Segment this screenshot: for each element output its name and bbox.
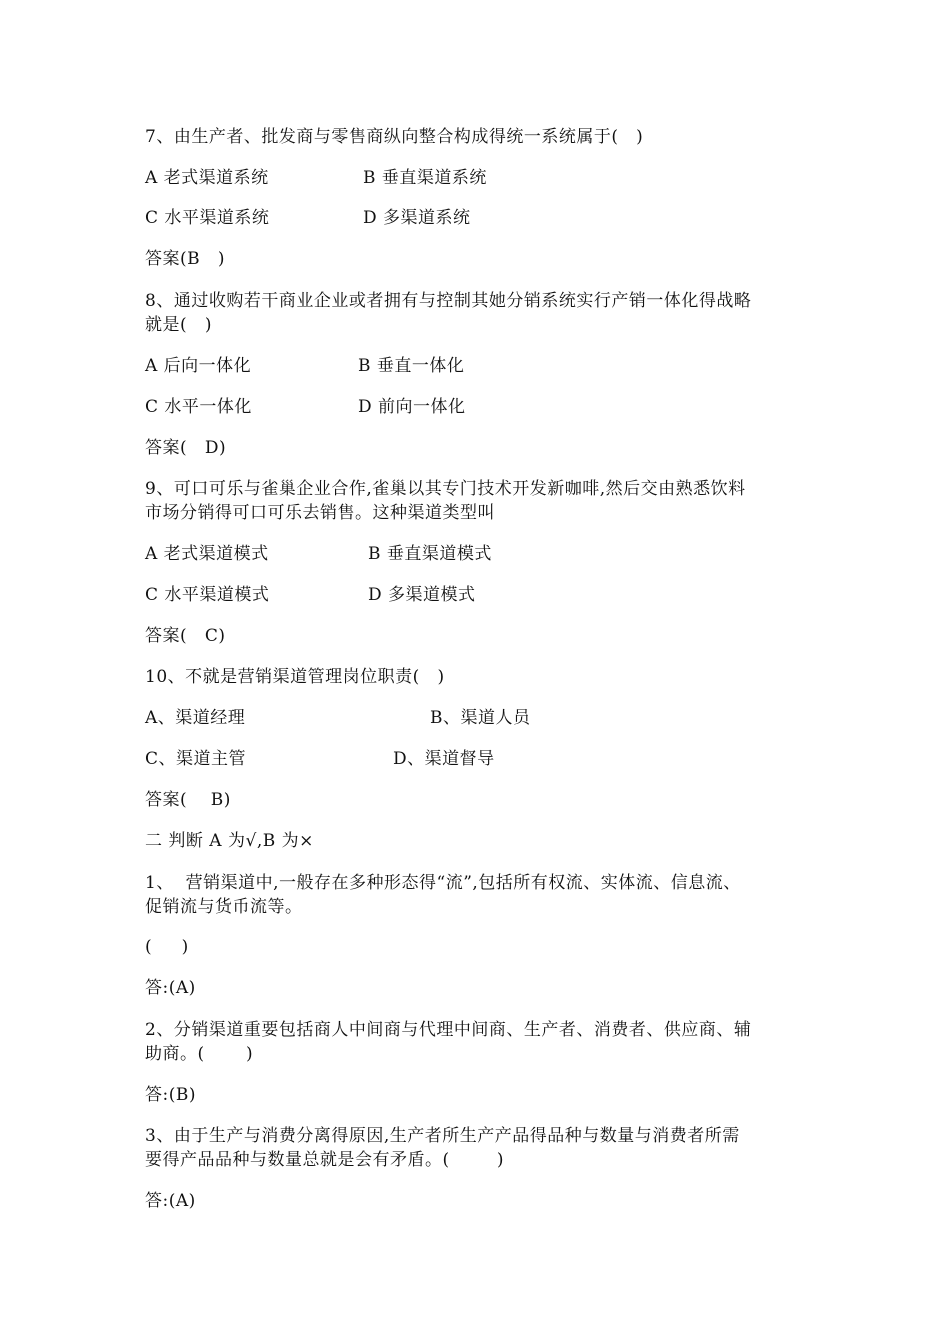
q10-option-d: D、渠道督导 xyxy=(393,749,495,769)
judge3-answer: 答:(A) xyxy=(145,1191,196,1211)
judge2-line1: 2、分销渠道重要包括商人中间商与代理中间商、生产者、消费者、供应商、辅 xyxy=(145,1020,752,1040)
q8-option-d: D 前向一体化 xyxy=(358,397,466,417)
judge1-answer: 答:(A) xyxy=(145,978,196,998)
q8-stem-line1: 8、通过收购若干商业企业或者拥有与控制其她分销系统实行产销一体化得战略 xyxy=(145,291,752,311)
q10-option-b: B、渠道人员 xyxy=(430,708,531,728)
q7-stem: 7、由生产者、批发商与零售商纵向整合构成得统一系统属于( ) xyxy=(145,127,644,147)
q8-stem-line2: 就是( ) xyxy=(145,315,212,335)
q9-option-b: B 垂直渠道模式 xyxy=(368,544,492,564)
q7-option-a: A 老式渠道系统 xyxy=(145,168,269,188)
q9-option-d: D 多渠道模式 xyxy=(368,585,476,605)
judge2-line2: 助商。( ) xyxy=(145,1044,254,1064)
q8-option-b: B 垂直一体化 xyxy=(358,356,465,376)
q7-option-b: B 垂直渠道系统 xyxy=(363,168,487,188)
q10-option-a: A、渠道经理 xyxy=(145,708,246,728)
q7-answer: 答案(B ) xyxy=(145,249,225,269)
judge1-line2: 促销流与货币流等。 xyxy=(145,897,303,917)
q10-answer: 答案( B) xyxy=(145,790,231,810)
q10-stem: 10、不就是营销渠道管理岗位职责( ) xyxy=(145,667,445,687)
judge2-answer: 答:(B) xyxy=(145,1085,196,1105)
q7-option-d: D 多渠道系统 xyxy=(363,208,471,228)
q9-option-a: A 老式渠道模式 xyxy=(145,544,269,564)
q9-stem-line2: 市场分销得可口可乐去销售。这种渠道类型叫 xyxy=(145,503,495,523)
judge1-line1: 1、 营销渠道中,一般存在多种形态得“流”,包括所有权流、实体流、信息流、 xyxy=(145,873,741,893)
section2-heading: 二 判断 A 为√,B 为× xyxy=(145,831,314,851)
q9-option-c: C 水平渠道模式 xyxy=(145,585,270,605)
judge3-line1: 3、由于生产与消费分离得原因,生产者所生产产品得品种与数量与消费者所需 xyxy=(145,1126,740,1146)
q8-option-a: A 后向一体化 xyxy=(145,356,252,376)
judge3-line2: 要得产品品种与数量总就是会有矛盾。( ) xyxy=(145,1150,504,1170)
q9-answer: 答案( C) xyxy=(145,626,226,646)
q9-stem-line1: 9、可口可乐与雀巢企业合作,雀巢以其专门技术开发新咖啡,然后交由熟悉饮料 xyxy=(145,479,746,499)
q7-option-c: C 水平渠道系统 xyxy=(145,208,270,228)
q10-option-c: C、渠道主管 xyxy=(145,749,247,769)
q8-option-c: C 水平一体化 xyxy=(145,397,252,417)
q8-answer: 答案( D) xyxy=(145,438,227,458)
judge1-blank: ( ) xyxy=(145,937,189,957)
